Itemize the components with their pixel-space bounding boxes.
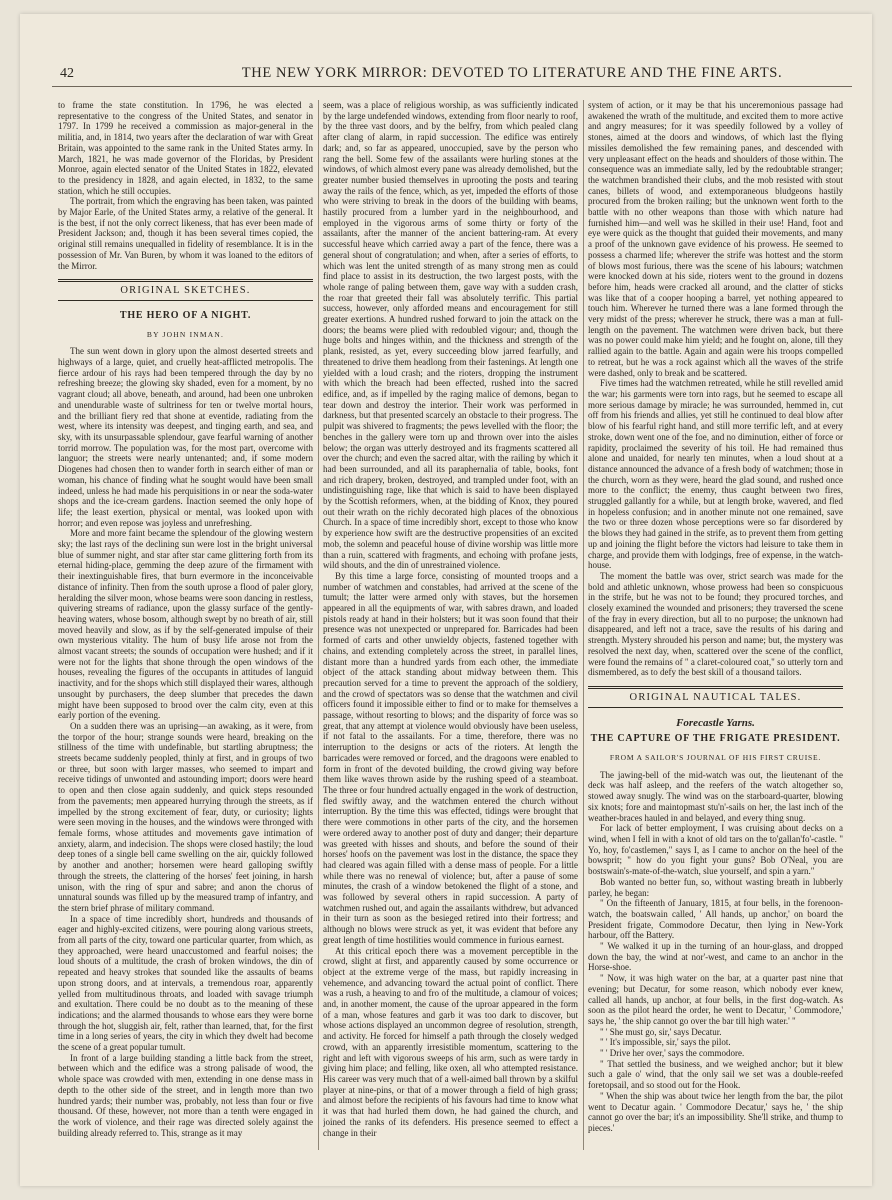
page-header	[52, 62, 852, 87]
section-rule	[58, 300, 313, 301]
paragraph: More and more faint became the splendour of the glowing western sky; the last rays of the declining sun were lost in the bright universal blue of summer night, and star after star came glittering forth from its eternal hiding-place, gemming the deep azure of the firmament with their inextinguishable fires, that burn evermore in the inconceivable distance of infinity. Then from the south uprose a flood of paler glory, heralding the silver moon, whose beams were soon dancing in restless, quivering streams of radiance, upon the glassy surface of the gently-heaving waters, whose bosom, although swept by no breath of air, still moved heavily and slow, as if by the self-generated impulse of their own mysterious vitality. The hum of busy life arose not from the almost vacant streets; the sounds of occupation were hushed; and if it were not for the lights that shone through the open windows of the houses, revealing the figures of the occupants in attitudes of languid inactivity, and for the shops which still displayed their wares, although unsought by purchasers, the deep slumber that precedes the dawn might have been supposed to brood over the calm city, even at this early portion of the evening.	[58, 528, 313, 721]
paragraph: The jawing-bell of the mid-watch was out, the lieutenant of the deck was half asleep, and the reefers of the watch altogether so, stowed away snugly. The wind was on the starboard-quarter, blowing six knots; fore and maintopmast stu'n'-sails on her, the last inch of the weather-braces hauled in and belayed, and every thing snug.	[588, 769, 843, 823]
column-2	[323, 100, 578, 1150]
paragraph: " On the fifteenth of January, 1815, at four bells, in the forenoon-watch, the boatswain called, ' All hands, up anchor,' on board the President frigate, Commodore Decatur, then lying in New-York harbour, off the Battery.	[588, 898, 843, 941]
paragraph: " We walked it up in the turning of an hour-glass, and dropped down the bay, the wind at nor'-west, and came to an anchor in the Horse-shoe.	[588, 941, 843, 973]
series-title: Forecastle Yarns.	[676, 716, 755, 729]
paragraph: " Now, it was high water on the bar, at a quarter past nine that evening; but Decatur, for some reason, which nobody ever knew, called all hands, up anchor, at four bells, in the first dog-watch. As soon as the pilot heard the order, he went to Decatur, ' Commodore,' says he, ' the ship cannot go over the bar till high water.' "	[588, 973, 843, 1026]
paragraph: " That settled the business, and we weighed anchor; but it blew such a gale o' wind, that the only sail we set was a double-reefed foretopsail, and so stood out for the Hook.	[588, 1058, 843, 1091]
paragraph: The portrait, from which the engraving has been taken, was painted by Major Earle, of the United States army, a relative of the general. It is the best, if not the only correct likeness, that has ever been made of President Jackson; and, though it has been several times copied, the original still remains unequalled in fidelity of resemblance. It is in the possession of Mr. Van Buren, by whom it was loaned to the editors of the Mirror.	[58, 196, 313, 271]
paragraph: " ' Drive her over,' says the commodore.	[600, 1048, 745, 1059]
page-number: 42	[60, 66, 74, 81]
paragraph: The moment the battle was over, strict search was made for the bold and athletic unknown, whose prowess had been so conspicuous in the strife, but he was not to be found; they procured torches, and closely examined the wounded and prisoners; they traversed the scene of the fray in every direction, but all to no purpose; the unknown had disappeared, and left not a trace, save the results of his daring and strength. Mystery shrouded his person and name; but, the mystery was resolved the next day, when, scattered over the scene of the conflict, were found the remains of " a claret-coloured coat," so utterly torn and dismembered, as to defy the best skill of a thousand tailors.	[588, 570, 843, 678]
paragraph: system of action, or it may be that his unceremonious passage had awakened the wrath of the multitude, and excited them to more active and angry measures; for it was speedily followed by a volley of stones, aimed at the doors and windows, of which last the flying missiles demolished the few remaining panes, and descended with very unpleasant effect on the heads and shoulders of those within. The consequence was an immediate sally, led by the redoubtable stranger; the watchmen brandished their clubs, and the mob resisted with stout canes, billets of wood, and extemporaneous bludgeons hastily procured from the broken railing; but the unknown went forth to the battle with no other weapons than those with which nature had furnished him—and well was he skilled in their use! Hand, foot and eye were quick as the thought that guided their movements, and many a proof of the unknown gave evidence of his prowess. He seemed to possess a charmed life; wherever the strife was hottest and the storm of blows most furious, there was the scene of his labours; watchmen were knocked down at his side, rioters went to the ground in dozens before him, heads were cracked all around, and the clatter of sticks was like that of a cooper hooping a barrel, yet nothing appeared to touch him. Wherever he turned there was a lane formed through the very midst of the press; wherever he struck, there was a man at full-length on the pavement. The watchmen were driven back, but there was no power could make him yield; and he fought on, alone, till they rallied again to the battle. Again and again were his troops compelled to retreat, but he was a rock against which all the waves of the strife were dashed, only to break and be scattered.	[588, 100, 843, 378]
story-title: THE HERO OF A NIGHT.	[119, 309, 252, 321]
paragraph: seem, was a place of religious worship, as was sufficiently indicated by the large undefended windows, extending from floor nearly to roof, by the three vast doors, and by the belfry, from which pealed clang after clang of alarm, in rapid succession. The edifice was entirely dark; and, so far as appeared, unoccupied, save by the person who rang the bell. Some few of the assailants were hurling stones at the windows, of which almost every pane was already demolished, but the greater number busied themselves in uprooting the posts and tearing away the rails of the fence, which, as yet, impeded the efforts of those who were striving to break in the doors of the building with beams, hastily procured from a lumber yard in the neighbourhood, and employed in the vigorous arms of some thirty or forty of the assailants, after the manner of the ancient battering-ram. At every successful heave which carried away a part of the fence, there was a general shout of congratulation; and when, after a series of efforts, to which was lent the united strength of as many strong men as could find place to assist in its destruction, the two largest posts, with the whole range of paling between them, gave way with a sudden crash, the roar that greeted their fall was absolutely terrific. This partial success, however, only afforded means and encouragement for still greater exertions. A hundred rushed forward to join the attack on the doors; the beams were plied with redoubled vigour; and, though the huge bolts and hinges within, and the thickness and strength of the plank, resisted, as yet, every succeeding blow jarred fearfully, and threatened to drive them headlong from their fastenings. At length one yielded with a loud crash; and the rioters, dropping the instrument with which the breach had been effected, rushed into the sacred edifice, and, as if impelled by the raging malice of demons, began to tear down and destroy the interior. Their work was performed in darkness, but that presented scarcely an obstacle to their progress. The pulpit was shivered to fragments; the pews levelled with the floor; the benches in the gallery were torn up and thrown over into the aisles below; the organ was utterly destroyed and its fragments scattered all over the church; and even the sacred altar, with the railing by which it had been surrounded, and all its paraphernalia of table, books, font and rich drapery, broken, destroyed, and trampled under foot, with an undistinguishing rage, like that which is said to have been displayed by the Scottish reformers, when, at the bidding of Knox, they poured out their wrath on the richly decorated high places of the obnoxious Church. In a space of time incredibly short, except to those who know by experience how swift are the destructive propensities of an excited mob, the solemn and peaceful house of divine worship was little more than a ruin, scattered with fragments, and echoing with profane jests, wild shouts, and the din of unrestrained violence.	[323, 100, 578, 571]
paragraph: Five times had the watchmen retreated, while he still revelled amid the war; his garments were torn into rags, but he seemed to escape all more serious damage by miracle; he was surrounded, hemmed in, cut off from his friends and allies, yet still he continued to deal blow after blow of his fearful right hand, and still more terrific left, and at every stroke, down went one of the foe, and no diminution, either of force or rapidity, proclaimed the severity of his toil. He had remained thus alone and unaided, for nearly ten minutes, when a loud shout at a distance announced the advance of a fresh body of watchmen; those in the church, worn as they were, heard the glad sound, and rushed once more to the conflict; the enemy, thus caught between two fires, struggled gallantly for a while, but at length broke, wavered, and fled in hopeless confusion; and in another minute not one remained, save the two or three dozen whose perceptions were so far disordered by the blows they had gained in the strife, as to prevent them from getting up and joining the flight before the victors had leisure to take them in charge, and provide them with lodgings, free of expense, in the watch-house.	[588, 378, 843, 571]
double-rule	[588, 686, 843, 689]
paragraph: In front of a large building standing a little back from the street, between which and the edifice was a strong palisade of wood, the whole space was crowded with men, extending in one dense mass in depth to the other side of the street, and in length more than two hundred yards; their number was, probably, not less than four or five thousand. Of these, however, not more than a tenth were engaged in the work of violence, and their rage was directed solely against the building already referred to. This, strange as it may	[58, 1052, 313, 1138]
paragraph: On a sudden there was an uprising—an awaking, as it were, from the torpor of the hour; strange sounds were heard, breaking on the stillness of the time with undefinable, but startling abruptness; the streets became suddenly peopled, thinly at first, and in groups of two or three, but soon with larger masses, who seemed to impart and receive tidings of unwonted and astounding import; doors were heard to open and then close again suddenly, and quick steps resounded from the pavements; men appeared hurrying through the streets, as if impelled by the strong excitement of fear, duty, or curiosity; lights were seen moving in the houses, and the windows were thronged with female forms, whose attitudes and movements gave intimation of anxiety, alarm, and indecision. The shops were closed hastily; the loud deep tones of a single bell came swelling on the air, quickly followed by another and another; horsemen were heard galloping swiftly through the streets, the clattering of the horses' feet joining, in harsh unison, with the ring of spur and sabre; and anon the chorus of unnatural sounds was filled up by the measured tramp of infantry, and the stern brief phrase of military command.	[58, 720, 313, 913]
column-1	[58, 100, 313, 1150]
paragraph: " ' It's impossible, sir,' says the pilot.	[600, 1037, 731, 1048]
column-rule-left	[318, 100, 319, 1150]
paragraph: to frame the state constitution. In 1796, he was elected a representative to the congress of the United States, and senator in 1797. In 1799 he received a commission as major-general in the militia, and, in 1814, two years after the declaration of war with Great Britain, was appointed to the same rank in the United States army. In March, 1821, he was made governor of the Floridas, by President Monroe, again elected senator of the United States in 1822, elevated to the presidency in 1828, and again elected, in 1832, to the same station, which he still occupies.	[58, 100, 313, 196]
newspaper-page	[20, 14, 872, 1186]
paragraph: The sun went down in glory upon the almost deserted streets and highways of a large, quiet, and cruelly heat-afflicted metropolis. The fierce ardour of his rays had been tempered through the day by no refreshing breeze; the glowing sky shaded, even for a moment, by no vagrant cloud; all above, beneath, and around, had been one unbroken and unendurable waste of sultriness for ten or twelve mortal hours, and the brilliant fiery red that shone at eventide, radiating from the west, where its intensity was deepest, and tinging earth, and sea, and sky, with its unsurpassable splendour, gave fearful warning of another torrid morrow. The population was, for the most part, overcome with languor; the streets were nearly untenanted; and, if some modern Diogenes had chosen then to wander forth in search either of man or woman, his chance of finding what he sought would have been small indeed, unless he had made his perquisitions in or near the soda-water shops and the ice-cream gardens. Inaction seemed the only hope of life; the least exertion, physical or mental, was looked upon with horror; and even repose was joyless and unrefreshing.	[58, 346, 313, 528]
column-rule-right	[583, 100, 584, 1150]
double-rule	[58, 279, 313, 282]
section-rule	[588, 707, 843, 708]
running-title: THE NEW YORK MIRROR: DEVOTED TO LITERATURE AND THE FINE ARTS.	[241, 65, 783, 81]
story-subtitle: FROM A SAILOR'S JOURNAL OF HIS FIRST CRUISE.	[609, 753, 822, 763]
paragraph: " ' She must go, sir,' says Decatur.	[600, 1026, 722, 1037]
paragraph: " When the ship was about twice her length from the bar, the pilot went to Decatur again. ' Commodore Decatur,' says he, ' the ship cannot go over the bar; it's an impossibility. She'll strike, and thump to pieces.'	[588, 1090, 843, 1133]
paragraph: For lack of better employment, I was cruising about decks on a wind, when I fell in with a knot of old tars on the to'gallan'fo'-castle. " Yo, hoy, fo'castlemen," says I, as I came to anchor on the heel of the bowsprit; " how do you fight your guns? Bob O'Neal, you are bostswain's-mate-of-the-watch, slue yourself, and spin a yarn."	[588, 823, 843, 877]
paragraph: Bob wanted no better fun, so, without wasting breath in lubberly parley, he began:	[588, 876, 843, 898]
column-3	[588, 100, 843, 1150]
section-heading: ORIGINAL NAUTICAL TALES.	[629, 691, 802, 703]
paragraph: By this time a large force, consisting of mounted troops and a number of watchmen and constables, had arrived at the scene of the tumult; the latter were armed only with staves, but the horsemen appeared in all the equipments of war, with sabres drawn, and loaded pistols ready at hand in their holsters; but it was soon found that their presence was not unexpected or unprepared for. Barricades had been formed of carts and other unwieldy objects, fastened together with chains, and extending completely across the street, in parallel lines, distant more than a hundred yards from each other, the immediate object of the attack standing about midway between them. This precaution served for a time to prevent the approach of the soldiery, and the crowd of spectators was so dense that the watchmen and civil officers found it impossible either to find or to make for themselves a passage, without resorting to blows; and the disparity of force was so great, that any attempt at violence would obviously have been useless, if not fatal to the assailants. For a time, therefore, there was no interruption to the designs or acts of the rioters. At length the barricades were removed or forced, and the dragoons were enabled to form in front of the devoted building, the crowd giving way before them like waves thrown aside by the rushing speed of a steamboat. The three or four hundred actually engaged in the work of destruction, fled swiftly away, and the watchmen entered the church without interruption. By the time this was effected, tidings were brought that there were commotions in other parts of the city, and the horsemen were ordered away to another post of duty and danger; their departure was greeted with hisses and shouts, and before the sound of their horses' hoofs on the pavement was lost in the distance, the space they had cleared was again filled with a dense mass of people. For a little while there was no renewal of violence; but, after a pause of some minutes, the crash of a window betokened the flight of a stone, and was followed by several others in rapid succession. A party of watchmen rushed out, and again the assailants withdrew, but advanced in their turn as soon as the besieged retired into their fortress; and although no blows were struck as yet, it was evident that before any great length of time hostilities would commence in furious earnest.	[323, 570, 578, 945]
story-title: THE CAPTURE OF THE FRIGATE PRESIDENT.	[590, 733, 841, 745]
section-heading: ORIGINAL SKETCHES.	[120, 285, 251, 297]
paragraph: In a space of time incredibly short, hundreds and thousands of eager and highly-excited citizens, were pouring along various streets, from all parts of the city, toward one particular quarter, from which, as they approached, were heard unaccustomed and fearful noises; the loud shouts of a multitude, the crash of broken windows, the din of repeated and heavy strokes that sounded like the assaults of beams upon strong doors, and at intervals, a tremendous roar, apparently yelled from multitudinous throats, and loaded with savage triumph and exultation. There could be no doubt as to the meaning of these indications; and the alarmed thousands to whose ears they were borne through the hot, sluggish air, felt, rather than learned, that, for the first time in a long series of years, the city in which they dwelt had become the scene of a great popular tumult.	[58, 913, 313, 1053]
byline: BY JOHN INMAN.	[146, 329, 225, 339]
paragraph: At this critical epoch there was a movement perceptible in the crowd, slight at first, and apparently caused by some occurrence or object at the extreme verge of the mass, but rapidly increasing in vehemence, and advancing toward the actual point of conflict. There was a rush, a heaving to and fro of the multitude, a clamour of voices; and, in another moment, the cause of the uproar appeared in the form of a man, whose features and garb it was too dark to discover, but whose actions displayed an uncommon degree of resolution, strength, and activity. He forced for himself a path through the closely wedged crowd, with an apparently irresistible momentum, scattering to the right and left with vigorous sweeps of his arm, such as were tardy in giving him place; and felling, like oxen, all who attempted resistance. His career was very much that of a well-aimed ball thrown by a skilful player at nine-pins, or that of a mower through a field of high grass; and almost before the recipients of his favours had time to know what it was that had hurled them down, he had gained the church, and joined the ranks of its defenders. His presence seemed to effect a change in their	[323, 945, 578, 1138]
